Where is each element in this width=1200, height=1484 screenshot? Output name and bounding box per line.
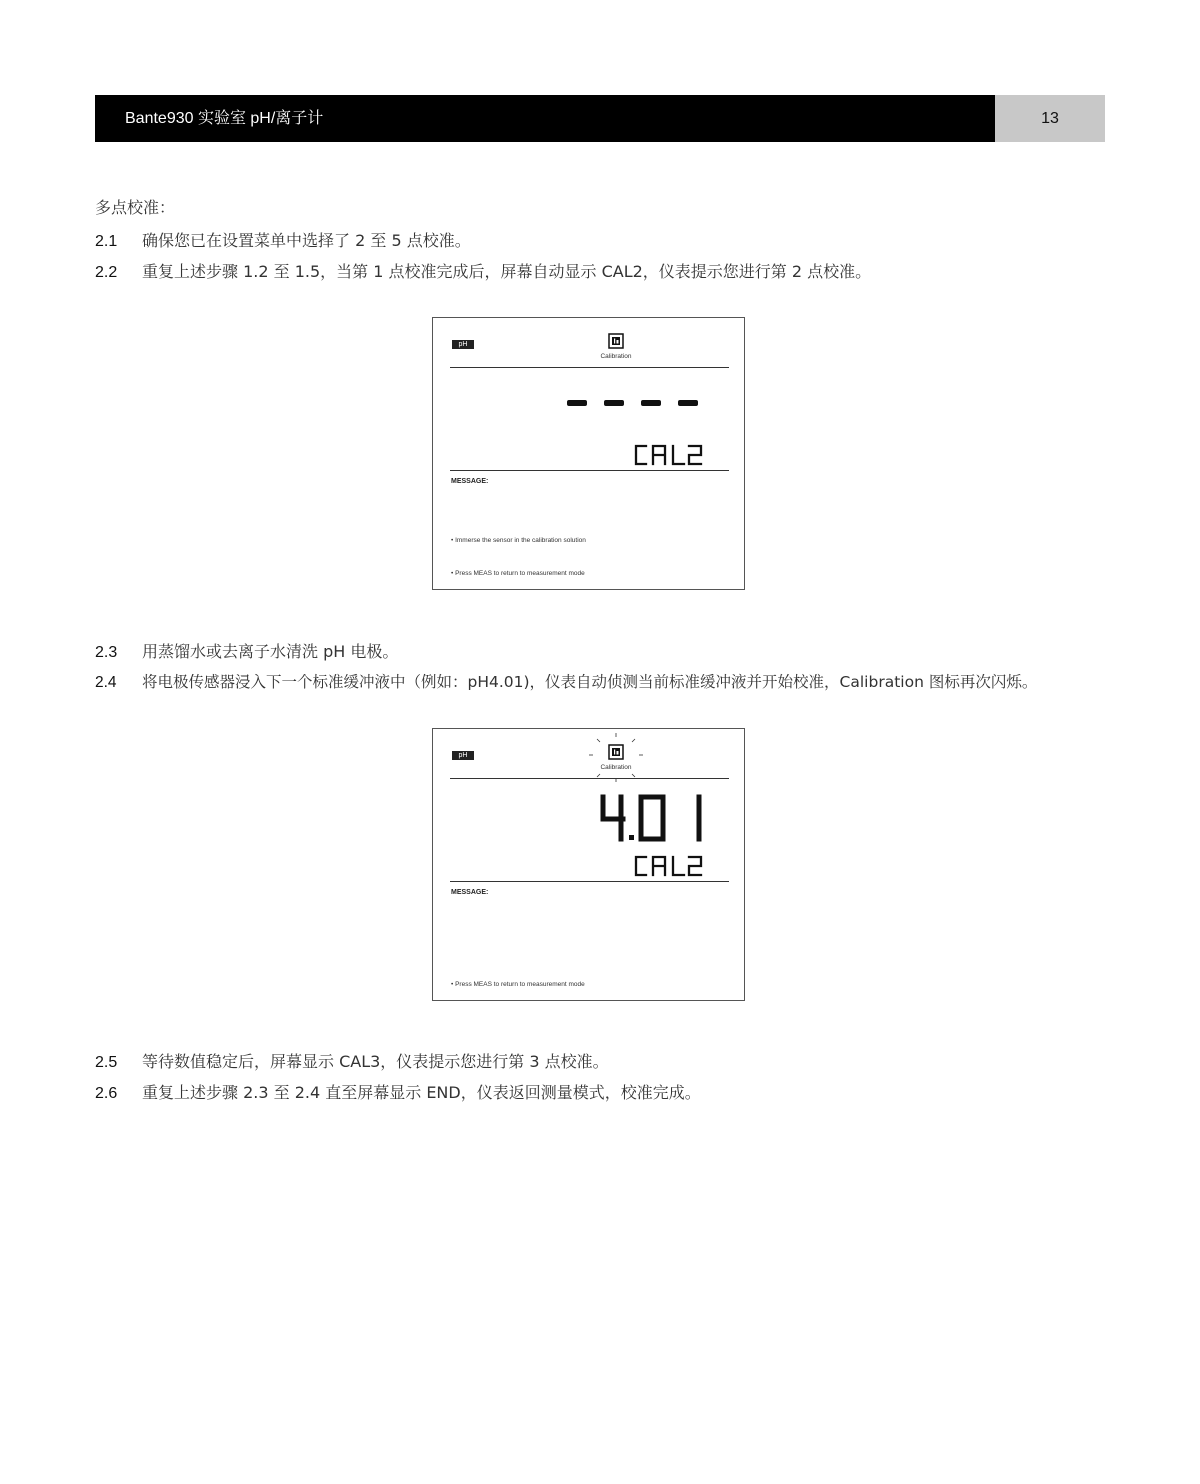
step-text: 等待数值稳定后，屏幕显示 CAL3，仪表提示您进行第 3 点校准。: [142, 1052, 609, 1071]
header-bar: [95, 95, 995, 142]
step-number: 2.3: [95, 644, 118, 661]
dash-segment: [641, 400, 661, 406]
step-item: [95, 259, 871, 282]
dash-segment: [567, 400, 587, 406]
step-text: 重复上述步骤 2.3 至 2.4 直至屏幕显示 END，仪表返回测量模式，校准完成。: [142, 1083, 701, 1102]
calibration-label: Calibration: [600, 764, 632, 771]
ph-mode-tag: pH: [452, 340, 474, 349]
section-title: 多点校准：: [95, 198, 176, 217]
calibration-icon: [608, 333, 624, 349]
calibration-icon: [608, 744, 624, 760]
divider: [450, 881, 729, 882]
lcd-display-2: [432, 728, 745, 1001]
ph-mode-tag: pH: [452, 751, 474, 760]
step-text: 用蒸馏水或去离子水清洗 pH 电极。: [142, 642, 399, 661]
step-number: 2.5: [95, 1054, 118, 1071]
step-text: 确保您已在设置菜单中选择了 2 至 5 点校准。: [142, 231, 471, 250]
lcd-display-1: [432, 317, 745, 590]
divider: [450, 367, 729, 368]
cal2-status-text: [631, 443, 706, 468]
reading-401-digits: [593, 791, 723, 847]
message-line: • Immerse the sensor in the calibration solution: [451, 537, 586, 544]
calibration-label: Calibration: [600, 353, 632, 360]
step-number: 2.2: [95, 264, 118, 281]
step-item: [95, 228, 471, 251]
reading-placeholder: [565, 400, 700, 408]
message-label: MESSAGE:: [451, 478, 489, 485]
divider: [450, 470, 729, 471]
message-line: • Press MEAS to return to measurement mode: [451, 570, 585, 577]
cal2-status-text: [631, 854, 706, 879]
dash-segment: [678, 400, 698, 406]
step-item: [95, 1080, 701, 1103]
message-label: MESSAGE:: [451, 889, 489, 896]
step-number: 2.6: [95, 1085, 118, 1102]
step-text: 将电极传感器浸入下一个标准缓冲液中（例如：pH4.01)，仪表自动侦测当前标准缓冲液并开始校准，Calibration 图标再次闪烁。: [142, 673, 1038, 691]
step-number: 2.4: [95, 674, 117, 691]
divider: [450, 778, 729, 779]
dash-segment: [604, 400, 624, 406]
page-number: 13: [995, 95, 1105, 142]
step-item: [95, 639, 398, 662]
step-text: 重复上述步骤 1.2 至 1.5，当第 1 点校准完成后，屏幕自动显示 CAL2，仪表提示您进行第 2 点校准。: [142, 262, 872, 281]
document-title: Bante930 实验室 pH/离子计: [125, 110, 324, 127]
step-item: [95, 1049, 609, 1072]
step-number: 2.1: [95, 233, 118, 250]
message-line: • Press MEAS to return to measurement mode: [451, 981, 585, 988]
step-item: [95, 670, 1037, 692]
